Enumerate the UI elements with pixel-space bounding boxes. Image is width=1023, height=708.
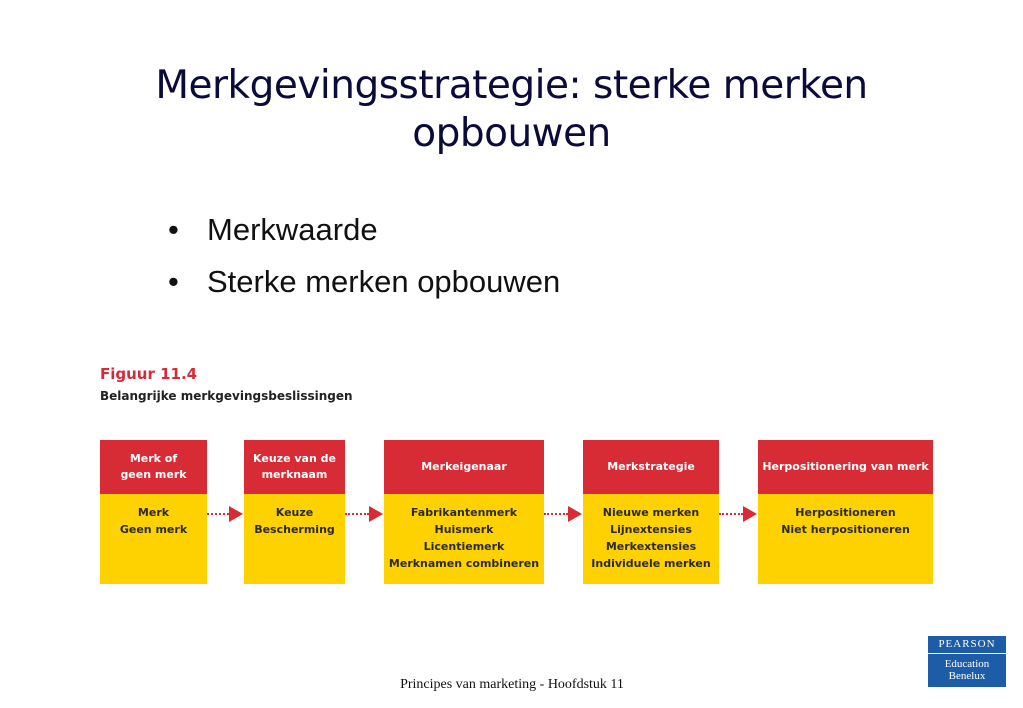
bullet-text: Merkwaarde — [207, 212, 378, 247]
figure-label: Figuur 11.4 — [100, 365, 198, 383]
flow-arrow — [345, 505, 383, 523]
arrow-head — [743, 506, 757, 522]
flow-arrow — [207, 505, 243, 523]
logo-subtitle: Education Benelux — [944, 658, 990, 682]
arrow-line — [345, 513, 369, 515]
bullet-item — [168, 264, 560, 316]
decision-box-header: Herpositionering van merk — [758, 440, 933, 494]
decision-box-name — [244, 440, 345, 584]
decision-box-body: Merk Geen merk — [100, 494, 207, 584]
decision-box-owner — [384, 440, 544, 584]
arrow-line — [544, 513, 568, 515]
decision-box-brand — [100, 440, 207, 584]
arrow-head — [369, 506, 383, 522]
logo-brand: PEARSON — [928, 636, 1006, 654]
decision-box-body: Herpositioneren Niet herpositioneren — [758, 494, 933, 584]
decision-box-strategy — [583, 440, 719, 584]
arrow-line — [207, 513, 229, 515]
decision-box-body: Keuze Bescherming — [244, 494, 345, 584]
bullet-dot: • — [168, 264, 179, 299]
arrow-head — [229, 506, 243, 522]
decision-box-header: Merk of geen merk — [100, 440, 207, 494]
slide-title: Merkgevingsstrategie: sterke merken opbouwen — [155, 63, 868, 156]
decision-box-header: Keuze van de merknaam — [244, 440, 345, 494]
decision-box-header: Merkstrategie — [583, 440, 719, 494]
flow-arrow — [719, 505, 757, 523]
figure-caption: Belangrijke merkgevingsbeslissingen — [100, 389, 353, 403]
arrow-line — [719, 513, 743, 515]
flow-arrow — [544, 505, 582, 523]
bullet-dot: • — [168, 212, 179, 247]
bullet-list — [168, 212, 560, 316]
arrow-head — [568, 506, 582, 522]
pearson-logo — [928, 636, 1006, 687]
slide-footer: Principes van marketing - Hoofdstuk 11 — [400, 677, 624, 692]
decision-box-header: Merkeigenaar — [384, 440, 544, 494]
decision-box-repositioning — [758, 440, 933, 584]
decision-box-body: Fabrikantenmerk Huismerk Licentiemerk Merknamen combineren — [384, 494, 544, 584]
bullet-item — [168, 212, 560, 264]
bullet-text: Sterke merken opbouwen — [207, 264, 561, 299]
decision-box-body: Nieuwe merken Lijnextensies Merkextensies Individuele merken — [583, 494, 719, 584]
